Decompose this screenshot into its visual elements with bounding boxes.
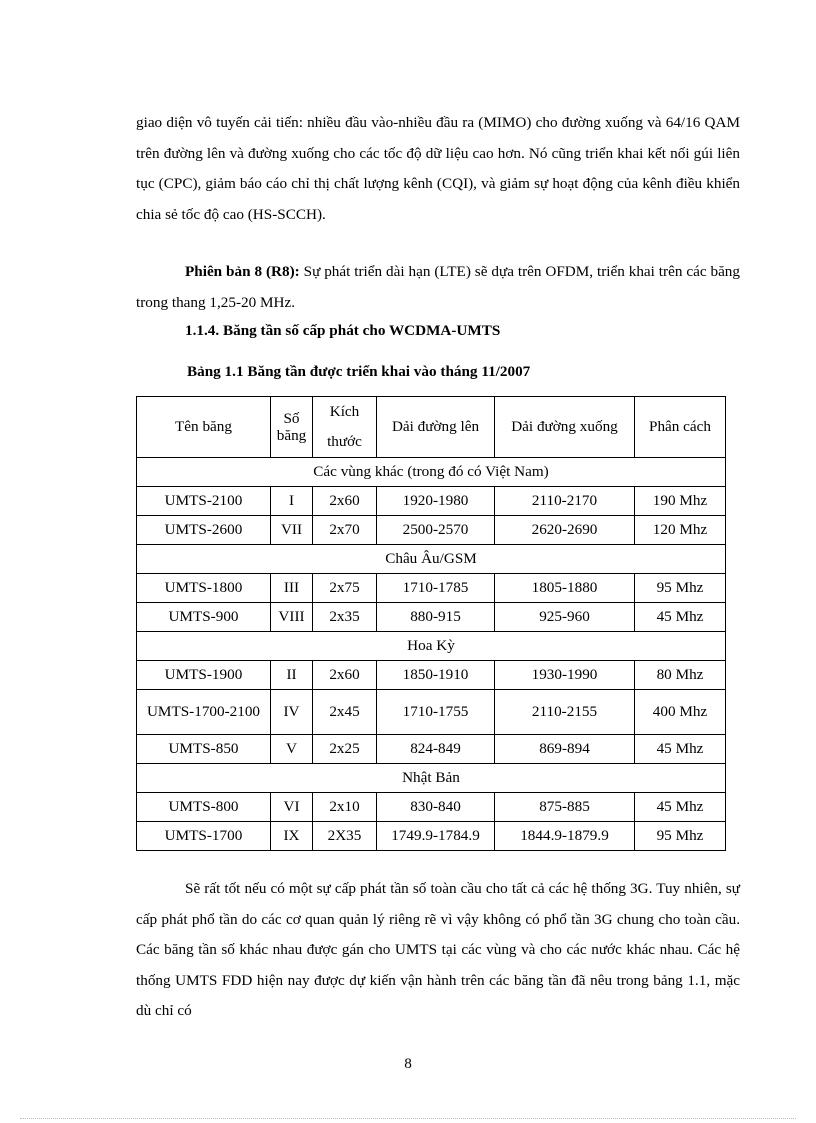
cell-band-name: UMTS-1800 (137, 574, 271, 603)
region-title: Các vùng khác (trong đó có Việt Nam) (137, 458, 726, 487)
cell-separation: 190 Mhz (635, 487, 726, 516)
table-row (137, 690, 726, 735)
cell-downlink: 875-885 (495, 793, 635, 822)
cell-band-name: UMTS-2100 (137, 487, 271, 516)
cell-size: 2x10 (313, 793, 377, 822)
header-band-name: Tên băng (137, 397, 271, 458)
cell-size: 2x75 (313, 574, 377, 603)
cell-downlink: 2620-2690 (495, 516, 635, 545)
r8-text: Sự phát triển dài hạn (LTE) sẽ dựa trên OFDM, triển khai trên các băng trong thang 1,25-20 MHz. (136, 263, 740, 311)
cell-band-name: UMTS-2600 (137, 516, 271, 545)
cell-uplink: 1710-1785 (377, 574, 495, 603)
cell-band-number: VIII (271, 603, 313, 632)
cell-uplink: 1850-1910 (377, 661, 495, 690)
cell-downlink: 2110-2170 (495, 487, 635, 516)
header-separation: Phân cách (635, 397, 726, 458)
closing-paragraph: Sẽ rất tốt nếu có một sự cấp phát tần số toàn cầu cho tất cả các hệ thống 3G. Tuy nhiên, sự cấp phát phổ tần do các cơ quan quản lý riêng rẽ vì vậy không có phổ tần 3G chung cho toàn cầu. Các băng tần số khác nhau được gán cho UMTS tại các vùng và cho các nước khác nhau. Các hệ thống UMTS FDD hiện nay được dự kiến vận hành trên các băng tần đã nêu trong bảng 1.1, mặc dù chỉ có (136, 880, 740, 1019)
header-downlink: Dải đường xuống (495, 397, 635, 458)
page-number: 8 (404, 1055, 412, 1072)
cell-separation: 400 Mhz (635, 690, 726, 735)
table-row (137, 574, 726, 603)
cell-uplink: 1710-1755 (377, 690, 495, 735)
cell-uplink: 830-840 (377, 793, 495, 822)
cell-separation: 95 Mhz (635, 574, 726, 603)
cell-band-number: VI (271, 793, 313, 822)
page-bottom-rule (20, 1118, 796, 1119)
cell-size: 2X35 (313, 822, 377, 851)
cell-downlink: 1805-1880 (495, 574, 635, 603)
cell-size: 2x45 (313, 690, 377, 735)
cell-size: 2x70 (313, 516, 377, 545)
table-row (137, 661, 726, 690)
region-row (137, 764, 726, 793)
band-table-body (137, 458, 726, 851)
cell-separation: 80 Mhz (635, 661, 726, 690)
cell-size: 2x60 (313, 487, 377, 516)
table-row (137, 516, 726, 545)
cell-uplink: 880-915 (377, 603, 495, 632)
band-table (136, 396, 726, 851)
cell-downlink: 2110-2155 (495, 690, 635, 735)
cell-downlink: 869-894 (495, 735, 635, 764)
cell-separation: 120 Mhz (635, 516, 726, 545)
table-row (137, 735, 726, 764)
cell-size: 2x35 (313, 603, 377, 632)
r8-paragraph (136, 257, 740, 318)
header-band-number: Số băng (271, 397, 313, 458)
cell-band-number: I (271, 487, 313, 516)
region-row (137, 458, 726, 487)
region-title: Châu Âu/GSM (137, 545, 726, 574)
cell-band-name: UMTS-900 (137, 603, 271, 632)
cell-size: 2x60 (313, 661, 377, 690)
table-header-row (137, 397, 726, 458)
table-row (137, 793, 726, 822)
region-title: Hoa Kỳ (137, 632, 726, 661)
region-row (137, 632, 726, 661)
cell-separation: 95 Mhz (635, 822, 726, 851)
cell-size: 2x25 (313, 735, 377, 764)
cell-separation: 45 Mhz (635, 603, 726, 632)
cell-downlink: 925-960 (495, 603, 635, 632)
cell-band-number: IX (271, 822, 313, 851)
cell-band-number: III (271, 574, 313, 603)
cell-uplink: 2500-2570 (377, 516, 495, 545)
table-caption: Bảng 1.1 Băng tần được triển khai vào tháng 11/2007 (187, 363, 531, 380)
table-row (137, 603, 726, 632)
cell-uplink: 1749.9-1784.9 (377, 822, 495, 851)
cell-band-number: VII (271, 516, 313, 545)
table-row (137, 487, 726, 516)
table-row (137, 822, 726, 851)
r8-label: Phiên bản 8 (R8): (185, 263, 300, 280)
section-heading: 1.1.4. Băng tần số cấp phát cho WCDMA-UMTS (185, 322, 501, 339)
cell-separation: 45 Mhz (635, 793, 726, 822)
region-row (137, 545, 726, 574)
cell-band-number: II (271, 661, 313, 690)
cell-band-name: UMTS-1700 (137, 822, 271, 851)
header-size: Kích thước (313, 397, 377, 458)
cell-separation: 45 Mhz (635, 735, 726, 764)
cell-band-number: IV (271, 690, 313, 735)
cell-downlink: 1930-1990 (495, 661, 635, 690)
header-uplink: Dải đường lên (377, 397, 495, 458)
cell-band-number: V (271, 735, 313, 764)
cell-downlink: 1844.9-1879.9 (495, 822, 635, 851)
region-title: Nhật Bản (137, 764, 726, 793)
cell-band-name: UMTS-1900 (137, 661, 271, 690)
cell-uplink: 1920-1980 (377, 487, 495, 516)
cell-band-name: UMTS-1700-2100 (137, 690, 271, 735)
cell-band-name: UMTS-800 (137, 793, 271, 822)
intro-paragraph: giao diện vô tuyến cải tiến: nhiều đầu vào-nhiều đầu ra (MIMO) cho đường xuống và 64/16 QAM trên đường lên và đường xuống cho các tốc độ dữ liệu cao hơn. Nó cũng triển khai kết nối gúi liên tục (CPC), giảm báo cáo chỉ thị chất lượng kênh (CQI), và giảm sự hoạt động của kênh điều khiển chia sẻ tốc độ cao (HS-SCCH). (136, 114, 740, 223)
cell-uplink: 824-849 (377, 735, 495, 764)
cell-band-name: UMTS-850 (137, 735, 271, 764)
